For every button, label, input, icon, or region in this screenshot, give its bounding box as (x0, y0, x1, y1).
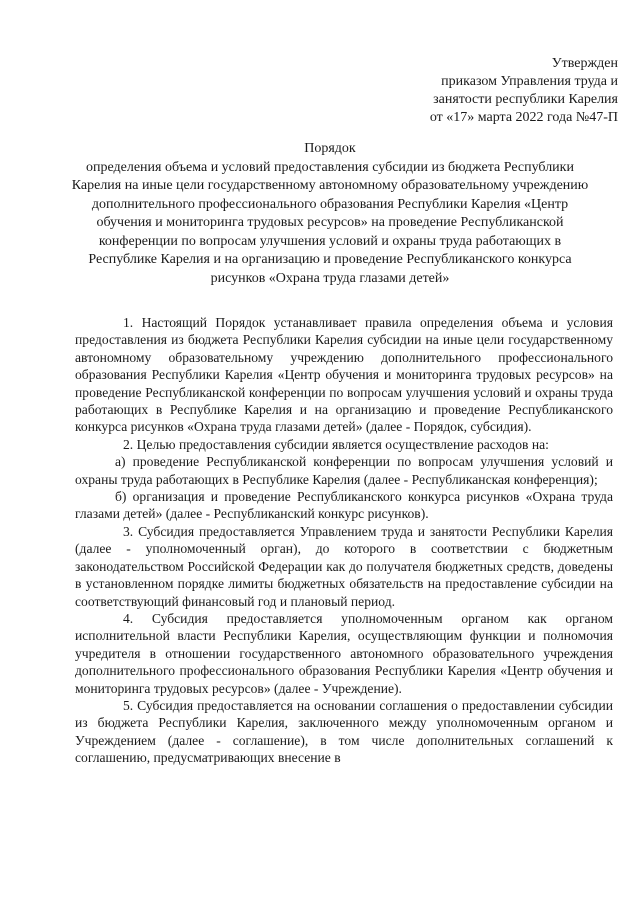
title-subtitle: определения объема и условий предоставления субсидии из бюджета Республики Карелия на иные цели государственному автономному образовательному учреждению дополнительного профессионального образования Республики Карелия «Центр обучения и мониторинга трудовых ресурсов» на проведение Республиканской конференции по вопросам улучшения условий и охраны труда работающих в Республике Карелия и на организацию и проведение Республиканского конкурса рисунков «Охрана труда глазами детей» (71, 159, 589, 286)
approval-line-2: приказом Управления труда и (441, 74, 618, 89)
document-body (75, 314, 613, 767)
paragraph-2: 2. Целью предоставления субсидии является осуществление расходов на: (123, 436, 549, 452)
paragraph-3: 3. Субсидия предоставляется Управлением труда и занятости Республики Карелия (далее - уполномоченный орган), до которого в соответствии с бюджетным законодательством Российской Федерации как до получателя бюджетных средств, доведены в установленном порядке лимиты бюджетных обязательств на предоставление субсидии на соответствующий финансовый год и плановый период. (75, 523, 613, 609)
document-title (70, 140, 590, 288)
approval-line-3: занятости республики Карелия (433, 92, 618, 107)
paragraph-4: 4. Субсидия предоставляется уполномоченным органом как органом исполнительной власти Республики Карелия, осуществляющим функции и полномочия учредителя в отношении государственного автономного образовательного учреждения дополнительного профессионального образования Республики Карелия «Центр обучения и мониторинга трудовых ресурсов» (далее - Учреждение). (75, 610, 613, 696)
paragraph-5: 5. Субсидия предоставляется на основании соглашения о предоставлении субсидии из бюджета Республики Карелия, заключенного между уполномоченным органом и Учреждением (далее - соглашение), в том числе дополнительных соглашений к соглашению, предусматривающих внесение в (75, 697, 613, 766)
paragraph-2b: б) организация и проведение Республиканского конкурса рисунков «Охрана труда глазами детей» (далее - Республиканский конкурс рисунков). (75, 489, 613, 522)
approval-stamp (430, 55, 618, 127)
paragraph-2a: а) проведение Республиканской конференции по вопросам улучшения условий и охраны труда работающих в Республике Карелия (далее - Республиканская конференция); (75, 454, 613, 487)
approval-line-1: Утвержден (551, 56, 618, 71)
paragraph-1: 1. Настоящий Порядок устанавливает правила определения объема и условия предоставления из бюджета Республики Карелия субсидии на иные цели государственному автономному образовательному учреждению дополнительного профессионального образования Республики Карелия «Центр обучения и мониторинга трудовых ресурсов» на проведение Республиканской конференции по вопросам улучшения условий и охраны труда работающих в Республике Карелия и на организацию и проведение Республиканского конкурса рисунков «Охрана труда глазами детей» (далее - Порядок, субсидия). (75, 315, 613, 435)
approval-line-4: от «17» марта 2022 года №47-П (429, 110, 618, 125)
title-heading: Порядок (304, 141, 356, 156)
